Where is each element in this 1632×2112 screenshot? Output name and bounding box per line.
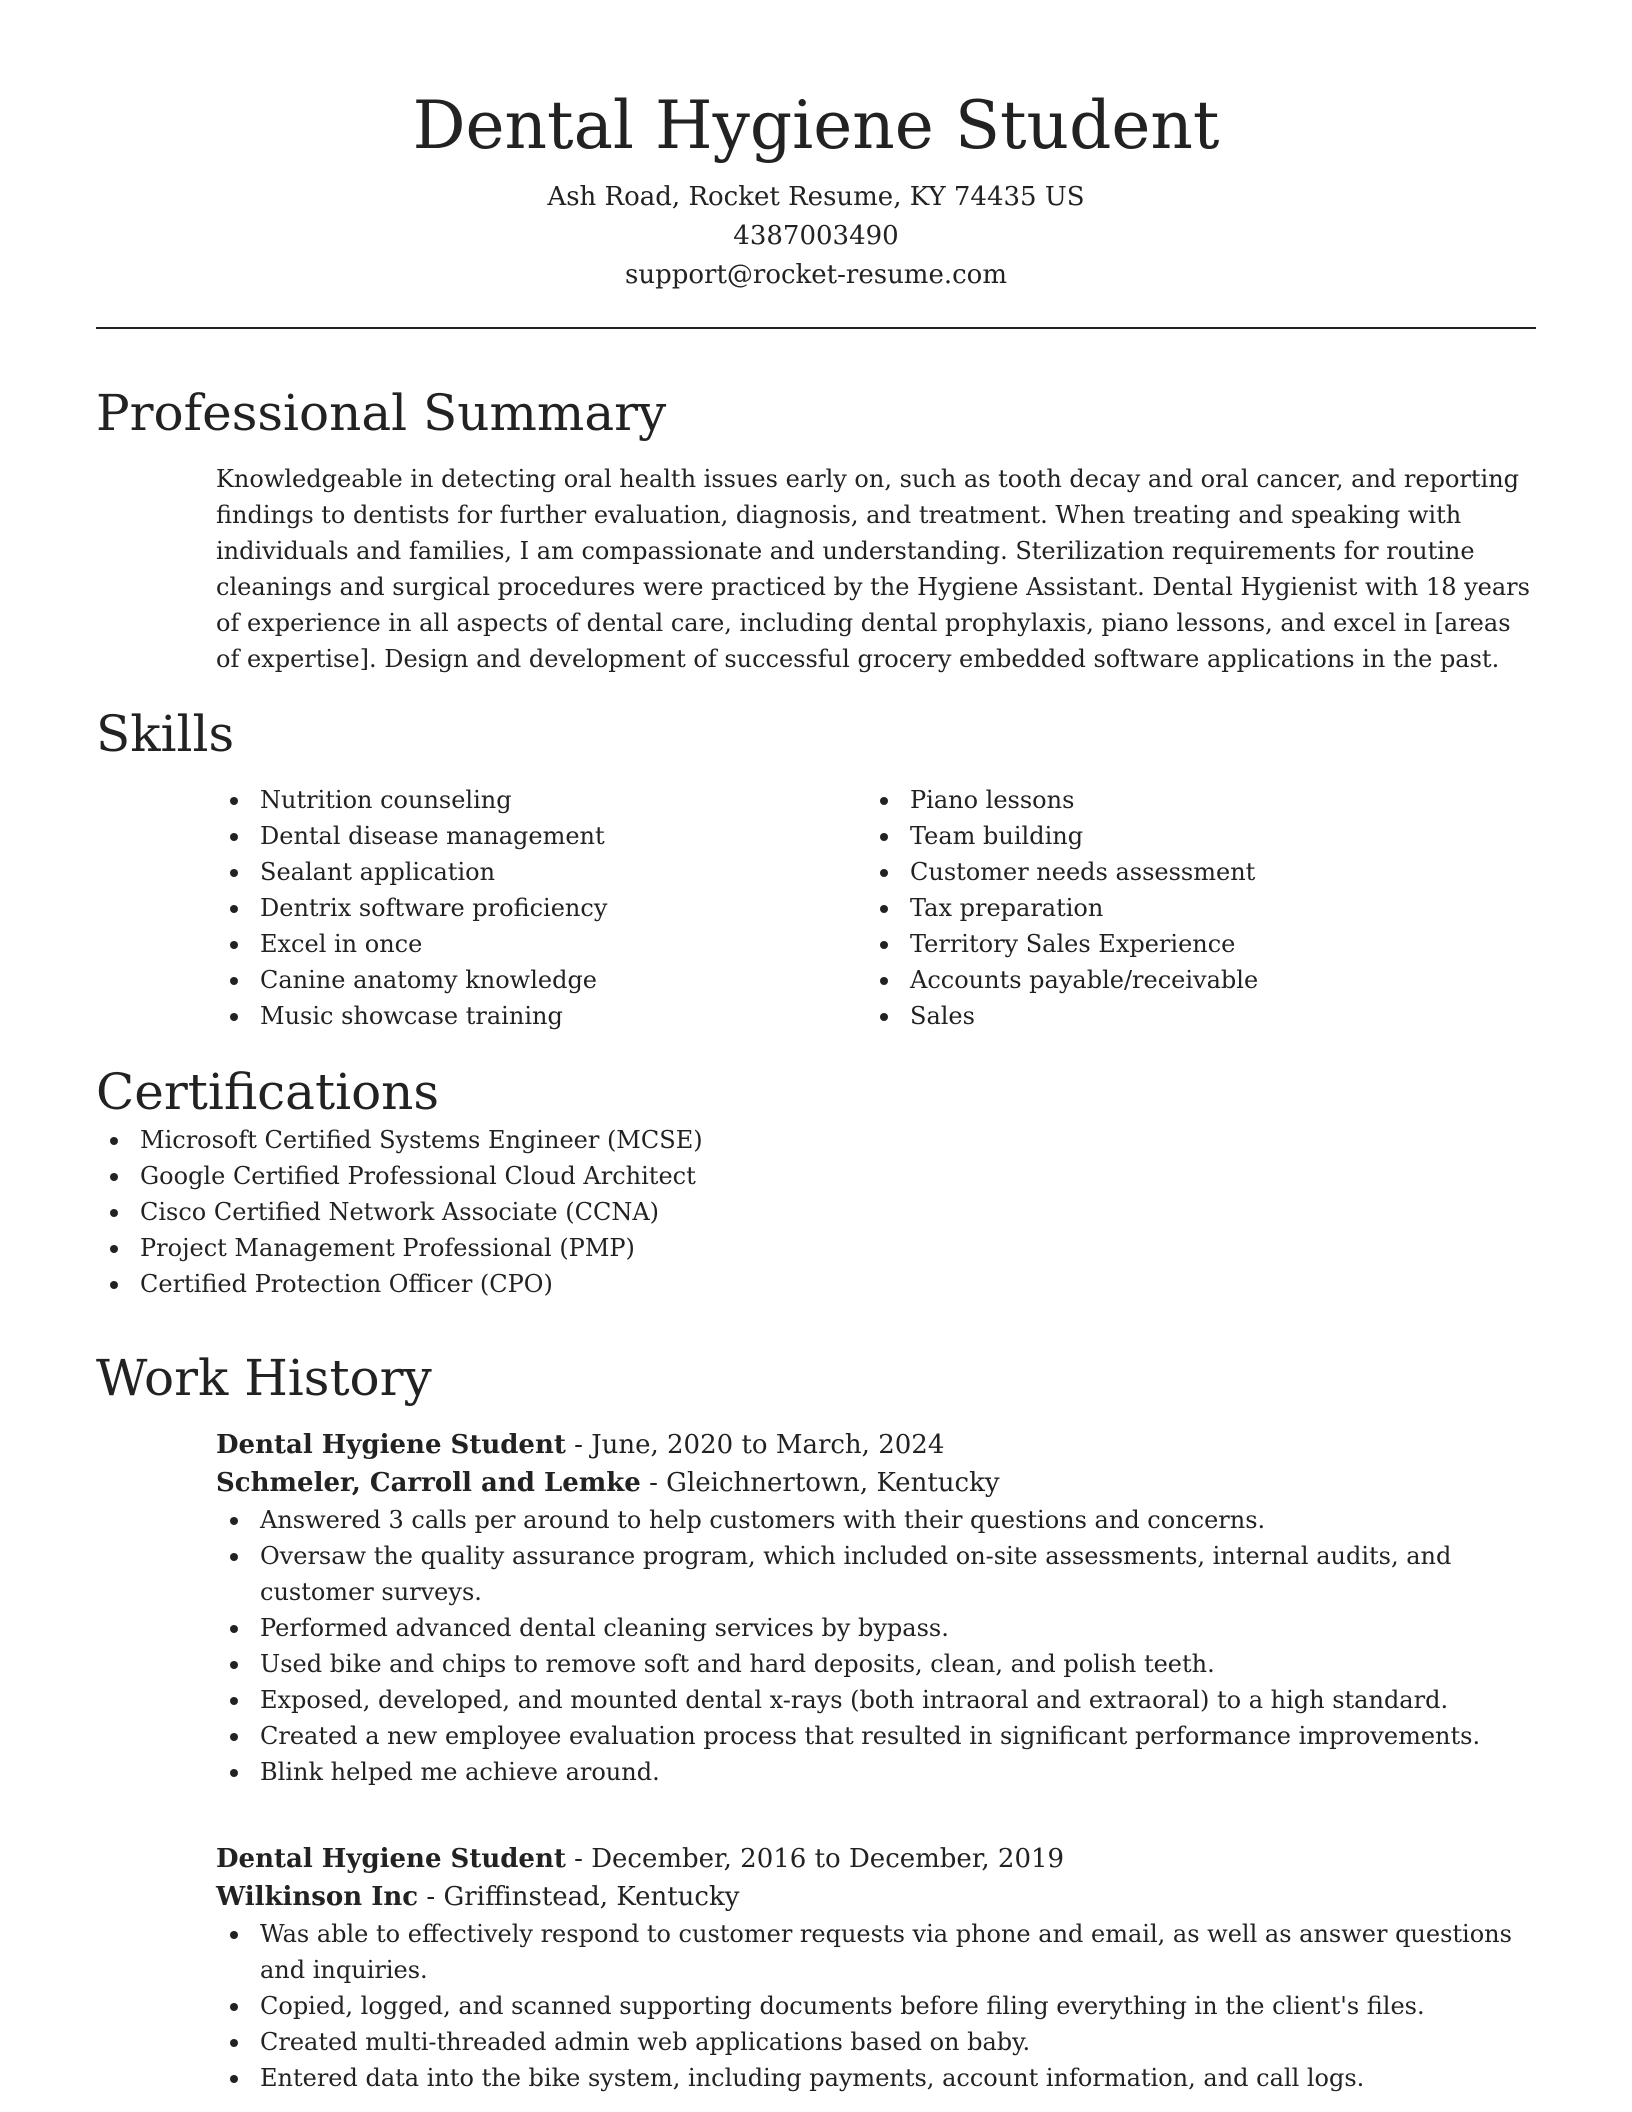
header-divider [96,327,1536,329]
job-location: - Griffinstead, Kentucky [418,1882,740,1912]
skills-section [96,704,1536,1034]
skills-list-left [216,782,866,1034]
summary-section [96,383,1536,677]
job-company-line [216,1464,1536,1502]
certification-item: Certified Protection Officer (CPO) [96,1266,1536,1302]
summary-paragraph: Knowledgeable in detecting oral health issues early on, such as tooth decay and oral cancer, and reporting findings to dentists for further evaluation, diagnosis, and treatment. When treating and speaking with individuals and families, I am compassionate and understanding. Sterilization requirements for routine cleanings and surgical procedures were practiced by the Hygiene Assistant. Dental Hygienist with 18 years of experience in all aspects of dental care, including dental prophylaxis, piano lessons, and excel in [areas of expertise]. Design and development of successful grocery embedded software applications in the past. [216,465,1530,673]
phone-text: 4387003490 [733,221,899,251]
certifications-list [96,1122,1536,1302]
job-entry [96,1840,1536,2096]
skill-item: Accounts payable/receivable [866,962,1516,998]
job-title: Dental Hygiene Student [216,1844,566,1874]
certification-item: Project Management Professional (PMP) [96,1230,1536,1266]
job-dates: - June, 2020 to March, 2024 [565,1430,945,1460]
job-title-line [216,1426,1536,1464]
skill-item: Canine anatomy knowledge [216,962,866,998]
job-bullet: Oversaw the quality assurance program, which included on-site assessments, internal audits, and customer surveys. [216,1538,1536,1610]
skill-item: Nutrition counseling [216,782,866,818]
job-bullet: Answered 3 calls per around to help customers with their questions and concerns. [216,1502,1536,1538]
skill-item: Music showcase training [216,998,866,1034]
job-entry [96,1426,1536,1790]
job-company: Schmeler, Carroll and Lemke [216,1468,641,1498]
job-bullet: Created a new employee evaluation process that resulted in significant performance improvements. [216,1718,1536,1754]
skill-item: Team building [866,818,1516,854]
skill-item: Territory Sales Experience [866,926,1516,962]
certification-item: Google Certified Professional Cloud Architect [96,1158,1536,1194]
skill-item: Sealant application [216,854,866,890]
job-bullets [216,1502,1536,1790]
job-bullet: Entered data into the bike system, including payments, account information, and call logs. [216,2060,1536,2096]
skill-item: Sales [866,998,1516,1034]
job-company: Wilkinson Inc [216,1882,419,1912]
skills-list-right [866,782,1516,1034]
skill-item: Dentrix software proficiency [216,890,866,926]
contact-info [96,178,1536,295]
job-bullet: Was able to effectively respond to customer requests via phone and email, as well as answer questions and inquiries. [216,1916,1536,1988]
skill-item: Dental disease management [216,818,866,854]
skill-item: Piano lessons [866,782,1516,818]
certifications-section [96,1062,1536,1302]
skills-heading: Skills [96,705,235,763]
work-history-section [96,1348,1536,1408]
summary-heading: Professional Summary [96,384,667,442]
job-company-line [216,1878,1536,1916]
job-bullets [216,1916,1536,2096]
address-text: Ash Road, Rocket Resume, KY 74435 US [547,182,1085,212]
job-location: - Gleichnertown, Kentucky [640,1468,1000,1498]
candidate-name: Dental Hygiene Student [412,87,1220,164]
job-bullet: Performed advanced dental cleaning services by bypass. [216,1610,1536,1646]
certification-item: Cisco Certified Network Associate (CCNA) [96,1194,1536,1230]
skills-columns [216,782,1536,1034]
job-bullet: Exposed, developed, and mounted dental x-rays (both intraoral and extraoral) to a high standard. [216,1682,1536,1718]
work-history-heading: Work History [96,1349,432,1407]
resume-page [96,0,1536,2092]
resume-header [96,0,1536,329]
job-title: Dental Hygiene Student [216,1430,566,1460]
job-bullet: Created multi-threaded admin web applications based on baby. [216,2024,1536,2060]
skill-item: Tax preparation [866,890,1516,926]
job-title-line [216,1840,1536,1878]
certification-item: Microsoft Certified Systems Engineer (MCSE) [96,1122,1536,1158]
job-bullet: Copied, logged, and scanned supporting documents before filing everything in the client's files. [216,1988,1536,2024]
email-text: support@rocket-resume.com [624,260,1007,290]
job-dates: - December, 2016 to December, 2019 [565,1844,1065,1874]
job-bullet: Used bike and chips to remove soft and hard deposits, clean, and polish teeth. [216,1646,1536,1682]
job-bullet: Blink helped me achieve around. [216,1754,1536,1790]
skill-item: Excel in once [216,926,866,962]
skill-item: Customer needs assessment [866,854,1516,890]
certifications-heading: Certifications [96,1063,440,1121]
